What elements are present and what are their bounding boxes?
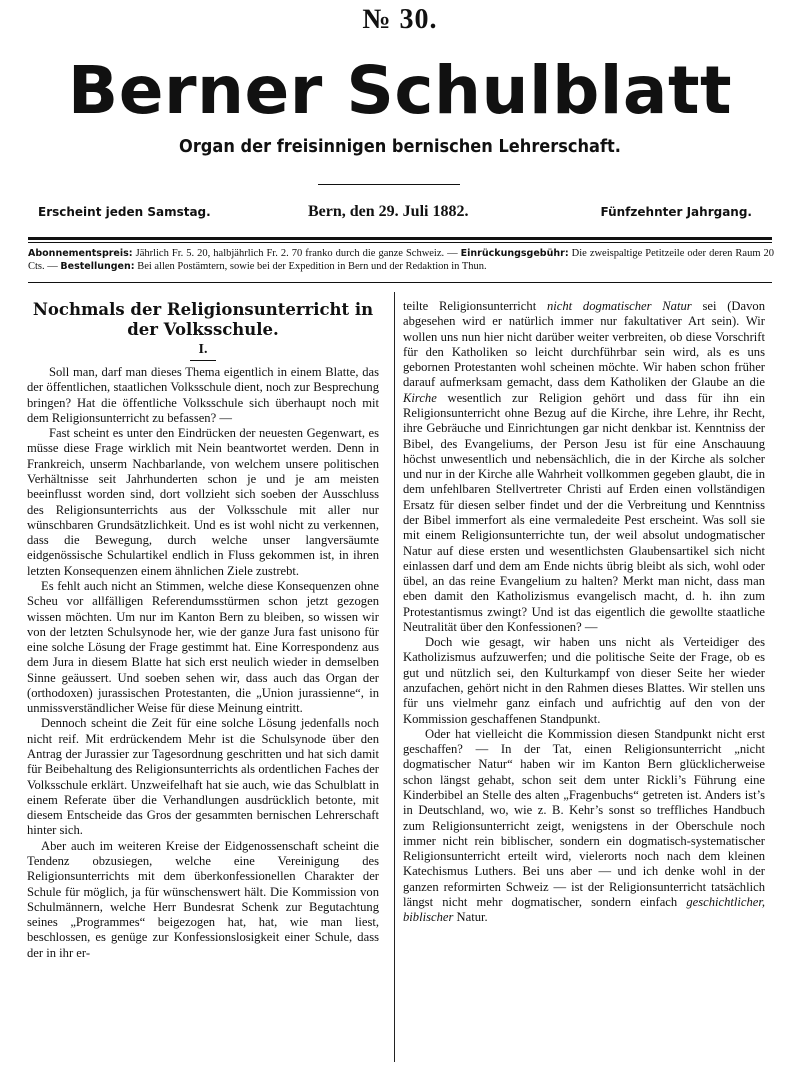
header-rule-thin	[28, 242, 772, 243]
column-divider	[394, 292, 395, 1062]
masthead-divider	[318, 184, 460, 185]
text-run: wesentlich zur Religion gehört und dass für ihn ein Religionsunterricht ohne Bezug auf die Kirche, ihre Lehre, ihr Recht, ihre Gebräuche und Einrichtungen gar nicht denkbar ist. Kenntniss der Bibel, des Evangeliums, der Person Jesu ist für eine Anschauung höchst unwesentlich und nebensächlich, die in der Kirche als solcher und nur in der Kirche alle Wahrheit vollkommen gegeben glaubt, die in dem unfehlbaren Stellvertreter Christi auf Erden einen vollständigen Ersatz für diesen selber findet und der die Verbreitung und Kenntniss der Bibel immerfort als eine vermaledeite Pest erscheint. Was soll sie mit einem Religionsunterrichte tun, der weil absolut undogmatischer Natur auf diese ersten und wesentlichsten Glaubensartikel sich nicht einlassen darf und dem am Ende nichts übrig bleibt als sich, wohl oder übel, an das reine Evangelium zu halten? Merkt man nicht, dass man eben damit den Katholizismus evangelisch macht, d. h. ihn zum Protestantismus zwingt? Und ist das eigentlich die gewollte staatliche Neutralität über den Konfessionen? —	[403, 390, 765, 634]
article-paragraph: Aber auch im weiteren Kreise der Eidgenossenschaft scheint die Tendenz obzusiegen, welche eine Vereinigung des Religionsunterrichts mit dem überkonfessionellen Charakter der Schule für möglich, ja für wünschenswert hält. Die Kommission von Schulmännern, welche Herr Bundesrat Schenk zur Begutachtung seines „Programmes“ beigezogen hat, hat, wie man liest, beschlossen, es genüge zur Konfessionslosigkeit einer Schule, dass der in ihr er-	[27, 838, 379, 960]
header-rule-thick	[28, 237, 772, 240]
masthead-title: Berner Schulblatt	[67, 52, 733, 129]
subscription-price-text: Jährlich Fr. 5. 20, halbjährlich Fr. 2. 70 franko durch die ganze Schweiz. —	[132, 248, 461, 259]
emphasis-text: nicht dogmatischer Natur	[546, 299, 692, 313]
article-column-right	[403, 299, 765, 926]
emphasis-text: Kirche	[403, 390, 437, 405]
article-paragraph: Es fehlt auch nicht an Stimmen, welche diese Konsequenzen ohne Scheu vor allfälligen Referendumsstürmen schon jetzt gezogen wissen möchten. Um nur im Kanton Bern zu bleiben, so wissen wir von der letzten Schulsynode her, wie der ganze Jura fast unisono für eine solche Lösung der Frage gestimmt hat. Eine Korrespondenz aus dem Jura in diesem Blatte hat sich erst neulich wieder in demselben Sinne geäussert. Und soeben sehen wir, dass auch das Organ der (orthodoxen) jurassischen Protestanten, die „Union jurassienne“, in unmissverständlicher Weise für diese Meinung eintritt.	[27, 578, 379, 716]
article-paragraph: Dennoch scheint die Zeit für eine solche Lösung jedenfalls noch nicht reif. Mit erdrückendem Mehr ist die Schulsynode über den Antrag der Jurassier zur Tagesordnung geschritten und hat sich damit für Beibehaltung des Religionsunterrichts als ordentlichen Faches der Volksschule erklärt. Unzweifelhaft hat sie auch, wie das Schulblatt in einem Referate über die Verhandlungen ausdrücklich betonte, mit diesem Entscheide das Gros der gesammten bernischen Lehrerschaft hinter sich.	[27, 716, 379, 838]
article-paragraph: Fast scheint es unter den Eindrücken der neuesten Gegenwart, es müsse diese Frage wirklich mit Nein beantwortet werden. Denn in Frankreich, unserm Nachbarlande, von welchem unsere politischen Verhältnisse seit Jahrhunderten schon je und je am meisten beeinflusst worden sind, dort vollzieht sich soeben der Ausschluss des Religionsunterrichts aus der Volksschule mit aller nur wünschbaren Grundsätzlichkeit. Und es ist wohl nicht zu verkennen, dass die Bewegung, durch welche unser langversäumte eidgenössische Schulartikel endlich in Fluss gekommen ist, in ihren letzten Konsequenzen einem ähnlichen Ziele zustrebt.	[27, 426, 379, 578]
article-title: Nochmals der Religionsunterricht in der Volksschule.	[32, 300, 374, 339]
subscription-rule	[28, 282, 772, 283]
article-section-number: I.	[198, 342, 208, 357]
article-column-left	[27, 300, 379, 961]
advert-fee-label: Einrückungsgebühr:	[460, 248, 569, 259]
issue-info-row	[38, 203, 752, 225]
publication-frequency: Erscheint jeden Samstag.	[38, 205, 211, 219]
subscription-info	[28, 248, 774, 273]
section-rule	[190, 360, 216, 361]
text-run: sei (Davon abgesehen wird er natürlich immer nur fakultativer Art sein). Wir wollen uns nun hier nicht darüber weiter verbreiten, ob diese Vorschrift für den Katholiken so leicht durchführbar sein wird, als es uns gebornen Protestanten wohl scheinen möchte. Wir haben schon früher darauf aufmerksam gemacht, dass dem Katholiken der Glaube an die	[403, 299, 765, 390]
text-run: teilte Religionsunterricht	[403, 299, 547, 313]
orders-label: Bestellungen:	[60, 260, 135, 272]
issue-date: Bern, den 29. Juli 1882.	[308, 203, 469, 220]
masthead-subtitle: Organ der freisinnigen bernischen Lehrerschaft.	[179, 136, 621, 157]
issue-number: № 30.	[362, 4, 438, 35]
article-paragraph	[403, 299, 765, 635]
article-paragraph	[403, 727, 765, 926]
advert-fee-text: Die zweispaltige Petitzeile oder deren Raum 20 Cts. —	[28, 248, 774, 272]
article-paragraph: Doch wie gesagt, wir haben uns nicht als Verteidiger des Katholizismus aufzuwerfen; und die politische Seite der Frage, ob es gut und nützlich sei, den Kulturkampf von dieser Seite her wieder anzufachen, gehört nicht in den Rahmen dieses Blattes. Wir stellen uns für uns vielmehr ganz einfach und aufrichtig auf den von der Kommission geschaffenen Standpunkt.	[403, 635, 765, 726]
emphasis-text: geschichtlicher, biblischer	[403, 894, 765, 925]
article-paragraph: Soll man, darf man dieses Thema eigentlich in einem Blatte, das der öffentlichen, staatlichen Volksschule dient, noch zur Besprechung bringen? Hat die öffentliche Volksschule sich überhaupt noch mit dem Religionsunterricht zu befassen? —	[27, 365, 379, 425]
volume-year: Fünfzehnter Jahrgang.	[600, 205, 752, 219]
text-run: Natur.	[453, 910, 488, 925]
text-run: Oder hat vielleicht die Kommission diesen Standpunkt nicht erst geschaffen? — In der Tat, einen Religionsunterricht „nicht dogmatischer Natur“ haben wir im Kanton Bern glücklicherweise schon längst gehabt, schon seit dem unter Rickli’s Führung eine Kinderbibel an Stelle des alten „Fragenbuchs“ getreten ist. Anders ist’s in Deutschland, wo, wie z. B. Kehr’s sonst so treffliches Handbuch zum Religionsunterricht zeigt, wenigstens in der Oberschule noch immer nicht rein biblischer, sondern ein dogmatisch-systematischer Religionsunterricht erteilt wird, vielerorts noch nach dem kleinen Katechismus Luthers. Bei uns aber — und ich denke wohl in der ganzen reformirten Schweiz — ist der Religionsunterricht tatsächlich längst nicht mehr dogmatischer, sondern einfach	[403, 726, 765, 909]
subscription-price-label: Abonnementspreis:	[28, 248, 133, 259]
orders-text: Bei allen Postämtern, sowie bei der Expedition in Bern und der Redaktion in Thun.	[134, 260, 487, 272]
